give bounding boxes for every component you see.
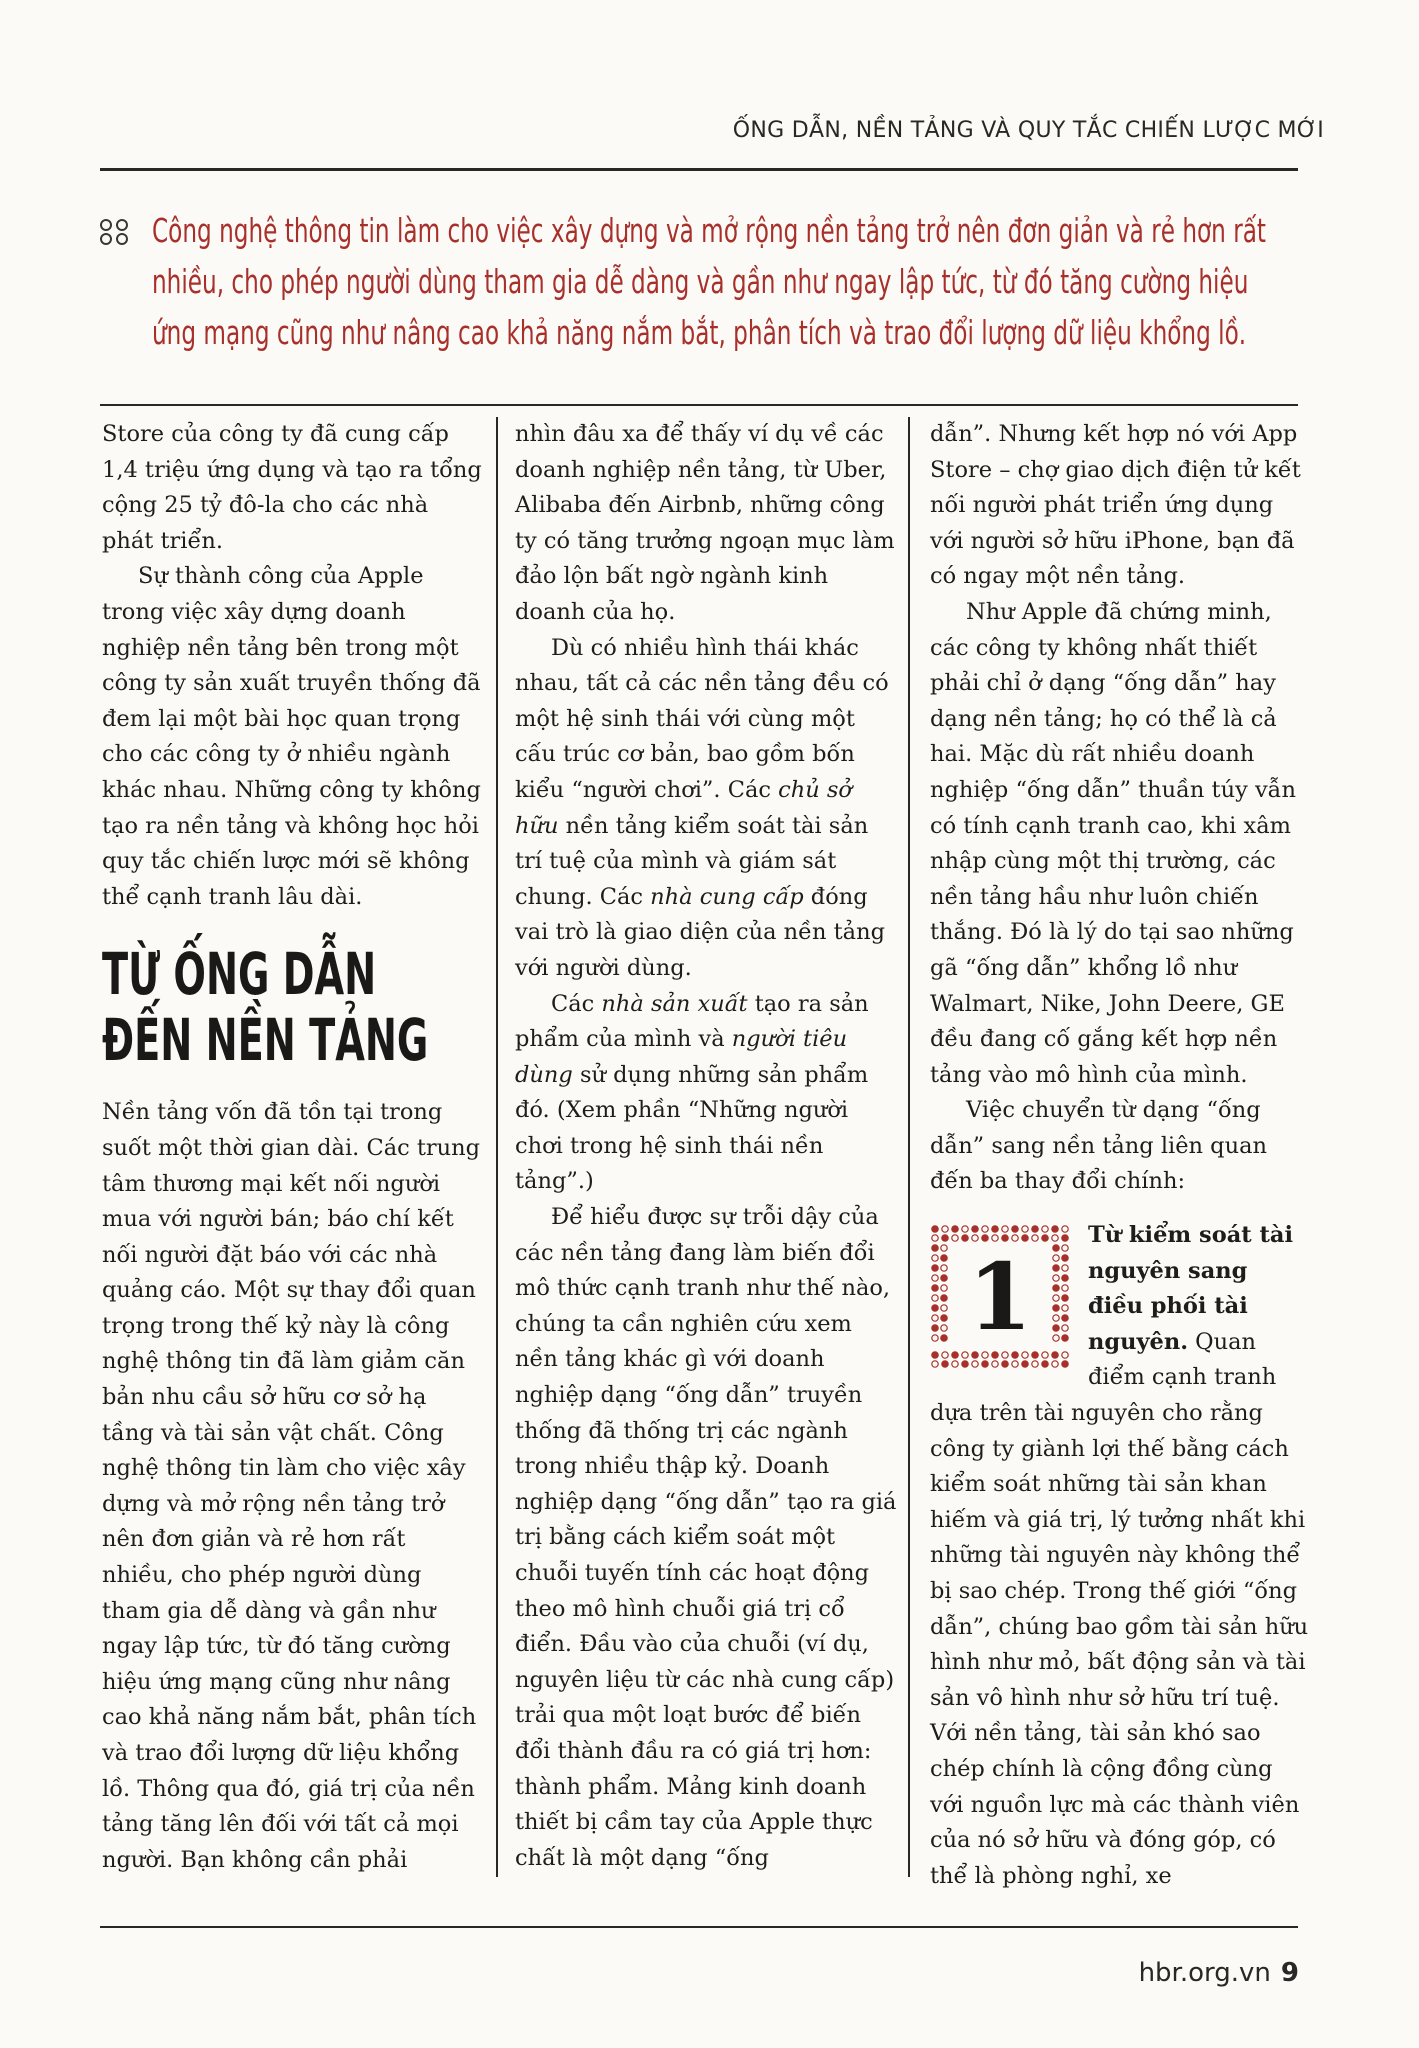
frame-dot <box>932 1352 938 1358</box>
italic-term: nhà cung cấp <box>650 883 804 910</box>
frame-dot <box>1042 1352 1048 1358</box>
pull-quote-text: Công nghệ thông tin làm cho việc xây dựng và mở rộng nền tảng trở nên đơn giản và rẻ hơn rất nhiều, cho phép người dùng tham gia dễ dàng và gần như ngay lập tức, từ đó tăng cường hiệu ứng mạng cũng như nâng cao khả năng nắm bắt, phân tích và trao đổi lượng dữ liệu khổng lồ. <box>152 211 1266 352</box>
frame-dot <box>962 1235 968 1241</box>
page-number: 9 <box>1280 1958 1299 1988</box>
column-divider <box>496 417 498 1877</box>
frame-dot <box>1032 1226 1038 1232</box>
frame-dot <box>982 1235 988 1241</box>
list-number: 1 <box>967 1243 1032 1352</box>
paragraph: dẫn”. Nhưng kết hợp nó với App Store – chợ giao dịch điện tử kết nối người phát triển ứng dụng với người sở hữu iPhone, bạn đã có ngay một nền tảng. <box>930 421 1301 590</box>
frame-dot <box>952 1235 958 1241</box>
frame-dot <box>1022 1361 1028 1367</box>
frame-dot <box>1032 1361 1038 1367</box>
frame-dot <box>942 1226 948 1232</box>
frame-dot <box>1042 1361 1048 1367</box>
frame-dot <box>1042 1226 1048 1232</box>
italic-term: nhà sản xuất <box>601 990 748 1017</box>
frame-dot <box>962 1352 968 1358</box>
frame-dot <box>1062 1226 1068 1232</box>
frame-dot <box>982 1226 988 1232</box>
frame-dot <box>952 1226 958 1232</box>
frame-dot <box>1052 1352 1058 1358</box>
frame-dot <box>992 1226 998 1232</box>
text-run: Các <box>551 990 602 1017</box>
text-run: nền tảng kiểm soát tài sản trí tuệ của mình và giám sát chung. Các <box>515 812 869 910</box>
frame-dot <box>992 1235 998 1241</box>
frame-dot <box>932 1235 938 1241</box>
frame-dot <box>972 1235 978 1241</box>
running-head: ỐNG DẪN, NỀN TẢNG VÀ QUY TẮC CHIẾN LƯỢC MỚI <box>732 118 1324 143</box>
frame-dot <box>1062 1235 1068 1241</box>
frame-dot <box>1012 1226 1018 1232</box>
footer <box>1139 1958 1299 1988</box>
italic-term: người tiêu dùng <box>515 1026 848 1088</box>
frame-dot <box>1032 1235 1038 1241</box>
quote-rule <box>100 404 1298 406</box>
frame-dot <box>972 1361 978 1367</box>
paragraph: Nền tảng vốn đã tồn tại trong suốt một thời gian dài. Các trung tâm thương mại kết nối người mua với người bán; báo chí kết nối người đặt báo với các nhà quảng cáo. Một sự thay đổi quan trọng trong thế kỷ này là công nghệ thông tin đã làm giảm căn bản nhu cầu sở hữu cơ sở hạ tầng và tài sản vật chất. Công nghệ thông tin làm cho việc xây dựng và mở rộng nền tảng trở nên đơn giản và rẻ hơn rất nhiều, cho phép người dùng tham gia dễ dàng và gần như ngay lập tức, từ đó tăng cường hiệu ứng mạng cũng như nâng cao khả năng nắm bắt, phân tích và trao đổi lượng dữ liệu khổng lồ. Thông qua đó, giá trị của nền tảng tăng lên đối với tất cả mọi người. Bạn không cần phải <box>102 1099 481 1873</box>
section-heading: TỪ ỐNG DẪN ĐẾN NỀN TẢNG <box>102 940 429 1075</box>
frame-dot <box>1012 1352 1018 1358</box>
text-run: Quan điểm cạnh tranh dựa trên tài nguyên cho rằng công ty giành lợi thế bằng cách kiểm soát những tài sản khan hiếm và giá trị, lý tưởng nhất khi những tài nguyên này không thể bị sao chép. Trong thế giới “ống dẫn”, chúng bao gồm tài sản hữu hình như mỏ, bất động sản và tài sản vô hình như sở hữu trí tuệ. Với nền tảng, tài sản khó sao chép chính là cộng đồng cùng với nguồn lực mà các thành viên của nó sở hữu và đóng góp, có thể là phòng nghỉ, xe <box>930 1328 1309 1889</box>
paragraph: Store của công ty đã cung cấp 1,4 triệu ứng dụng và tạo ra tổng cộng 25 tỷ đô-la cho các nhà phát triển. <box>102 421 482 554</box>
frame-dot <box>942 1352 948 1358</box>
frame-dot <box>1002 1226 1008 1232</box>
paragraph: Để hiểu được sự trỗi dậy của các nền tảng đang làm biến đổi mô thức cạnh tranh như thế nào, chúng ta cần nghiên cứu xem nền tảng khác gì với doanh nghiệp dạng “ống dẫn” truyền thống đã thống trị các ngành trong nhiều thập kỷ. Doanh nghiệp dạng “ống dẫn” tạo ra giá trị bằng cách kiểm soát một chuỗi tuyến tính các hoạt động theo mô hình chuỗi giá trị cổ điển. Đầu vào của chuỗi (ví dụ, nguyên liệu từ các nhà cung cấp) trải qua một loạt bước để biến đổi thành đầu ra có giá trị hơn: thành phẩm. Mảng kinh doanh thiết bị cầm tay của Apple thực chất là một dạng “ống <box>515 1204 897 1871</box>
frame-dot <box>1052 1226 1058 1232</box>
frame-dot <box>942 1361 948 1367</box>
frame-dot <box>962 1361 968 1367</box>
frame-dot <box>1042 1235 1048 1241</box>
paragraph <box>515 631 899 987</box>
column-1 <box>102 417 482 1878</box>
frame-dot <box>932 1361 938 1367</box>
frame-dot <box>1012 1361 1018 1367</box>
bottom-rule <box>100 1926 1298 1928</box>
frame-dot <box>982 1361 988 1367</box>
top-rule <box>100 168 1298 171</box>
text-run: tạo ra sản phẩm của mình và <box>515 990 869 1053</box>
frame-dot <box>1002 1235 1008 1241</box>
frame-dot <box>1052 1235 1058 1241</box>
bold-lead: Từ kiểm soát tài nguyên sang điều phối tài nguyên. <box>1088 1222 1294 1355</box>
frame-dot <box>1062 1352 1068 1358</box>
column-3 <box>930 417 1310 1894</box>
frame-dot <box>1002 1352 1008 1358</box>
frame-dot <box>952 1352 958 1358</box>
frame-dot <box>1022 1235 1028 1241</box>
frame-dot <box>1022 1226 1028 1232</box>
numbered-box <box>930 1224 1070 1369</box>
column-divider <box>908 417 910 1877</box>
paragraph: nhìn đâu xa để thấy ví dụ về các doanh nghiệp nền tảng, từ Uber, Alibaba đến Airbnb, những công ty có tăng trưởng ngoạn mục làm đảo lộn bất ngờ ngành kinh doanh của họ. <box>515 421 895 625</box>
spacer <box>930 1200 1310 1218</box>
pull-quote <box>100 205 1300 358</box>
italic-term: chủ sở hữu <box>515 776 852 839</box>
frame-dot <box>942 1235 948 1241</box>
frame-dot <box>1062 1361 1068 1367</box>
paragraph: Việc chuyển từ dạng “ống dẫn” sang nền tảng liên quan đến ba thay đổi chính: <box>930 1097 1267 1195</box>
frame-dot <box>1032 1352 1038 1358</box>
text-run: sử dụng những sản phẩm đó. (Xem phần “Những người chơi trong hệ sinh thái nền tảng”.) <box>515 1061 869 1195</box>
frame-dot <box>992 1361 998 1367</box>
frame-dot <box>982 1352 988 1358</box>
frame-dot <box>1022 1352 1028 1358</box>
column-2 <box>515 417 899 1876</box>
paragraph: Sự thành công của Apple trong việc xây dựng doanh nghiệp nền tảng bên trong một công ty sản xuất truyền thống đã đem lại một bài học quan trọng cho các công ty ở nhiều ngành khác nhau. Những công ty không tạo ra nền tảng và không học hỏi quy tắc chiến lược mới sẽ không thể cạnh tranh lâu dài. <box>102 563 481 910</box>
frame-dot <box>932 1226 938 1232</box>
frame-dot <box>992 1352 998 1358</box>
site-url: hbr.org.vn <box>1138 1958 1271 1988</box>
paragraph: Như Apple đã chứng minh, các công ty không nhất thiết phải chỉ ở dạng “ống dẫn” hay dạng nền tảng; họ có thể là cả hai. Mặc dù rất nhiều doanh nghiệp “ống dẫn” thuần túy vẫn có tính cạnh tranh cao, khi xâm nhập cùng một thị trường, các nền tảng hầu như luôn chiến thắng. Đó là lý do tại sao những gã “ống dẫn” khổng lồ như Walmart, Nike, John Deere, GE đều đang cố gắng kết hợp nền tảng vào mô hình của mình. <box>930 598 1296 1088</box>
frame-dot <box>972 1352 978 1358</box>
text-run: Dù có nhiều hình thái khác nhau, tất cả các nền tảng đều có một hệ sinh thái với cùng một cấu trúc cơ bản, bao gồm bốn kiểu “người chơi”. Các <box>515 634 889 803</box>
frame-dot <box>962 1226 968 1232</box>
frame-dot <box>1052 1361 1058 1367</box>
frame-dot <box>1012 1235 1018 1241</box>
frame-dot <box>952 1361 958 1367</box>
paragraph <box>515 987 899 1201</box>
quote-dots-icon <box>100 219 128 245</box>
text-run: đóng vai trò là giao diện của nền tảng với người dùng. <box>515 883 885 981</box>
frame-dot <box>1002 1361 1008 1367</box>
frame-dot <box>972 1226 978 1232</box>
